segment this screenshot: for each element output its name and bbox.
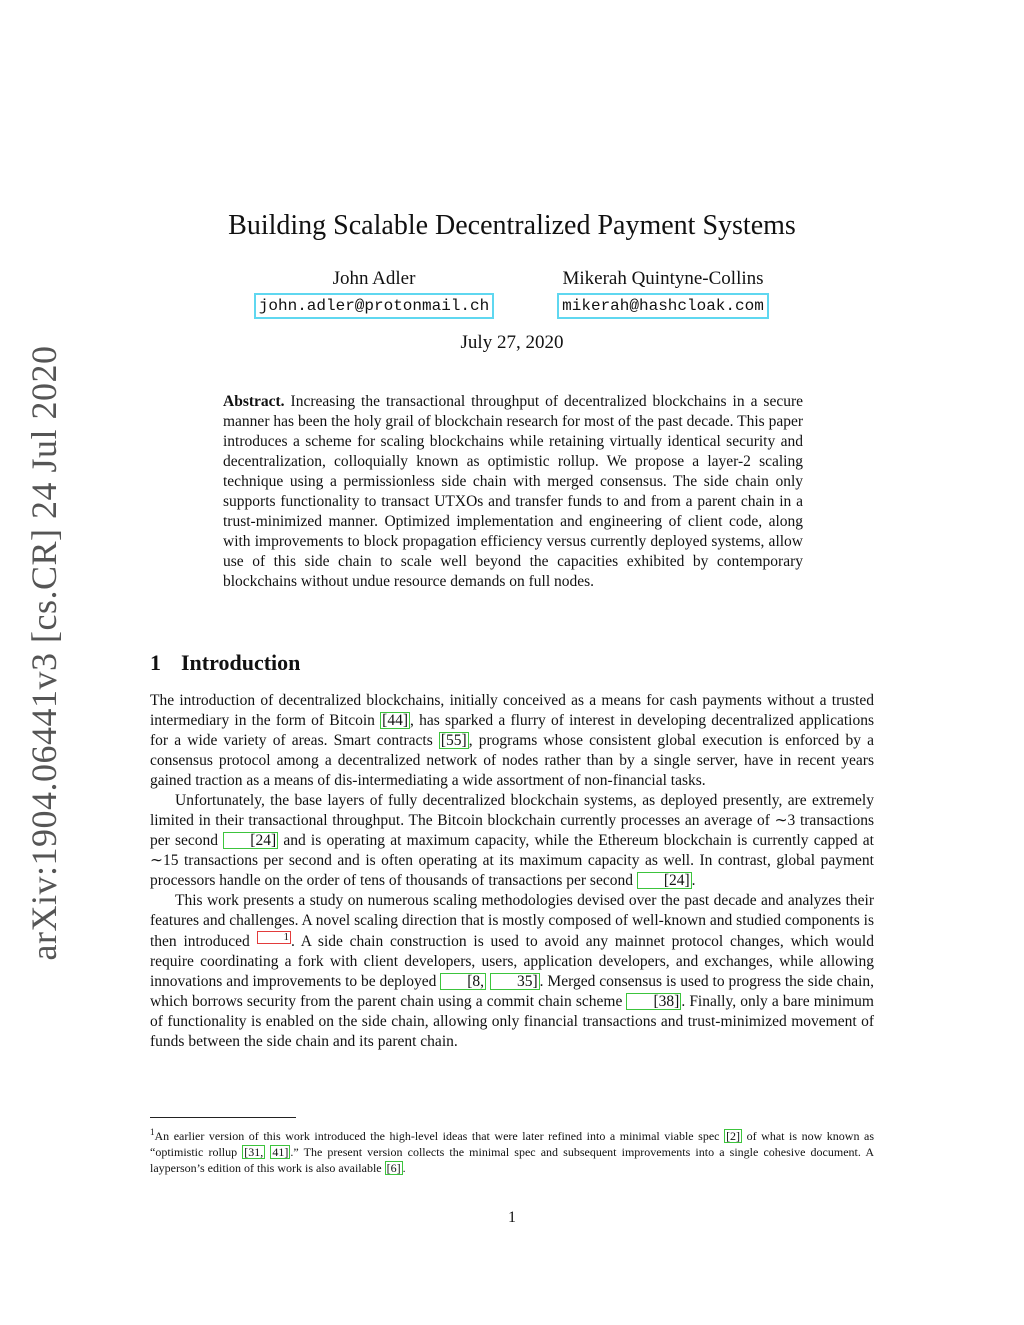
author-block <box>552 267 774 319</box>
citation-link[interactable]: 41] <box>272 1145 289 1159</box>
footnote-text: of what is now known as “optimistic rollup <box>150 1129 875 1159</box>
author-name: John Adler <box>332 268 416 289</box>
abstract-label: Abstract. <box>223 393 285 410</box>
citation-link[interactable]: [44] <box>382 712 408 729</box>
author-email-link[interactable]: john.adler@protonmail.ch <box>254 293 494 319</box>
citation-link[interactable]: [2] <box>726 1129 741 1143</box>
footnote-text: .” The present version collects the minimal spec and subsequent improvements into a single cohesive document. A layperson’s edition of this work is also available <box>150 1145 874 1175</box>
section-title: Introduction <box>181 650 301 675</box>
paragraph-text: . A side chain construction is used to avoid any mainnet protocol changes, which would require coordinating a fork with client developers, users, application developers, and exchanges, while allowing innovations and improvements to be deployed <box>150 933 874 991</box>
paragraph-text: The introduction of decentralized blockchains, initially conceived as a means for cash payments without a trusted intermediary in the form of Bitcoin <box>150 692 874 729</box>
footnote <box>150 1124 874 1176</box>
abstract <box>223 392 803 592</box>
section-number: 1 <box>150 650 161 675</box>
author-name: Mikerah Quintyne-Collins <box>562 268 764 289</box>
citation-link[interactable]: [8, <box>440 973 486 990</box>
section-body <box>150 691 874 1052</box>
page-number: 1 <box>508 1209 516 1226</box>
author-email-link[interactable]: mikerah@hashcloak.com <box>557 293 769 319</box>
citation-link[interactable]: [6] <box>386 1161 401 1175</box>
paragraph-text: , has sparked a flurry of interest in developing decentralized applications for a wide variety of areas. Smart contracts <box>150 712 875 749</box>
paragraph-text: . Merged consensus is used to progress the side chain, which borrows security from the parent chain using a commit chain scheme <box>150 973 875 1011</box>
citation-link[interactable]: 35] <box>490 973 540 990</box>
footnote-ref-link[interactable]: 1 <box>257 931 292 944</box>
citation-link[interactable]: [24] <box>637 872 692 889</box>
footnote-text: An earlier version of this work introduced the high-level ideas that were later refined into a minimal viable spec <box>154 1129 725 1143</box>
citation-link[interactable]: [24] <box>223 832 278 849</box>
author-block <box>248 267 500 319</box>
footnote-divider <box>150 1117 296 1118</box>
paragraph <box>150 791 874 891</box>
footnote-text: . <box>402 1161 406 1175</box>
paragraph <box>150 691 874 791</box>
paragraph-text: Unfortunately, the base layers of fully decentralized blockchain systems, as deployed presently, are extremely limited in their transactional throughput. The Bitcoin blockchain currently processes an average of ∼3 transactions per second <box>150 792 874 849</box>
paragraph-text: . <box>691 872 696 889</box>
arxiv-identifier <box>22 345 66 960</box>
arxiv-identifier-text: arXiv:1904.06441v3 [cs.CR] 24 Jul 2020 <box>24 345 64 960</box>
paragraph <box>150 891 874 1052</box>
paragraph-text: and is operating at maximum capacity, while the Ethereum blockchain is currently capped at ∼15 transactions per second and is often operating at its maximum capacity as well. In contrast, global payment processors handle on the order of tens of thousands of transactions per second <box>150 832 874 889</box>
paper-date: July 27, 2020 <box>460 332 564 353</box>
section-heading <box>150 650 300 676</box>
paper-title: Building Scalable Decentralized Payment Systems <box>228 210 796 241</box>
footnote-mark: 1 <box>150 1127 155 1137</box>
citation-link[interactable]: [31, <box>244 1145 264 1159</box>
paragraph-text: , programs whose consistent global execution is enforced by a consensus protocol among a decentralized network of nodes rather than by a single server, have in recent years gained traction as a means of dis-intermediating a wide assortment of non-financial tasks. <box>150 732 874 789</box>
citation-link[interactable]: [38] <box>626 993 681 1010</box>
citation-link[interactable]: [55] <box>440 732 467 749</box>
paragraph-text: . Finally, only a bare minimum of functionality is enabled on the side chain, allowing only financial transactions and trust-minimized movement of funds between the side chain and its parent chain. <box>150 993 874 1051</box>
abstract-text: Increasing the transactional throughput of decentralized blockchains in a secure manner has been the holy grail of blockchain research for most of the past decade. This paper introduces a scheme for scaling blockchains while retaining virtually identical security and decentralization, colloquially known as optimistic rollup. We propose a layer-2 scaling technique using a permissionless side chain with merged consensus. The side chain only supports functionality to transact UTXOs and transfer funds to and from a parent chain in a trust-minimized manner. Optimized implementation and engineering of client code, along with improvements to block propagation efficiency versus currently deployed systems, allow use of this side chain to scale well beyond the capacities exhibited by contemporary blockchains without undue resource demands on full nodes. <box>223 393 803 590</box>
paragraph-text: This work presents a study on numerous scaling methodologies devised over the past decade and analyzes their features and challenges. A novel scaling direction that is mostly composed of well-known and studied components is then introduced <box>150 892 874 951</box>
